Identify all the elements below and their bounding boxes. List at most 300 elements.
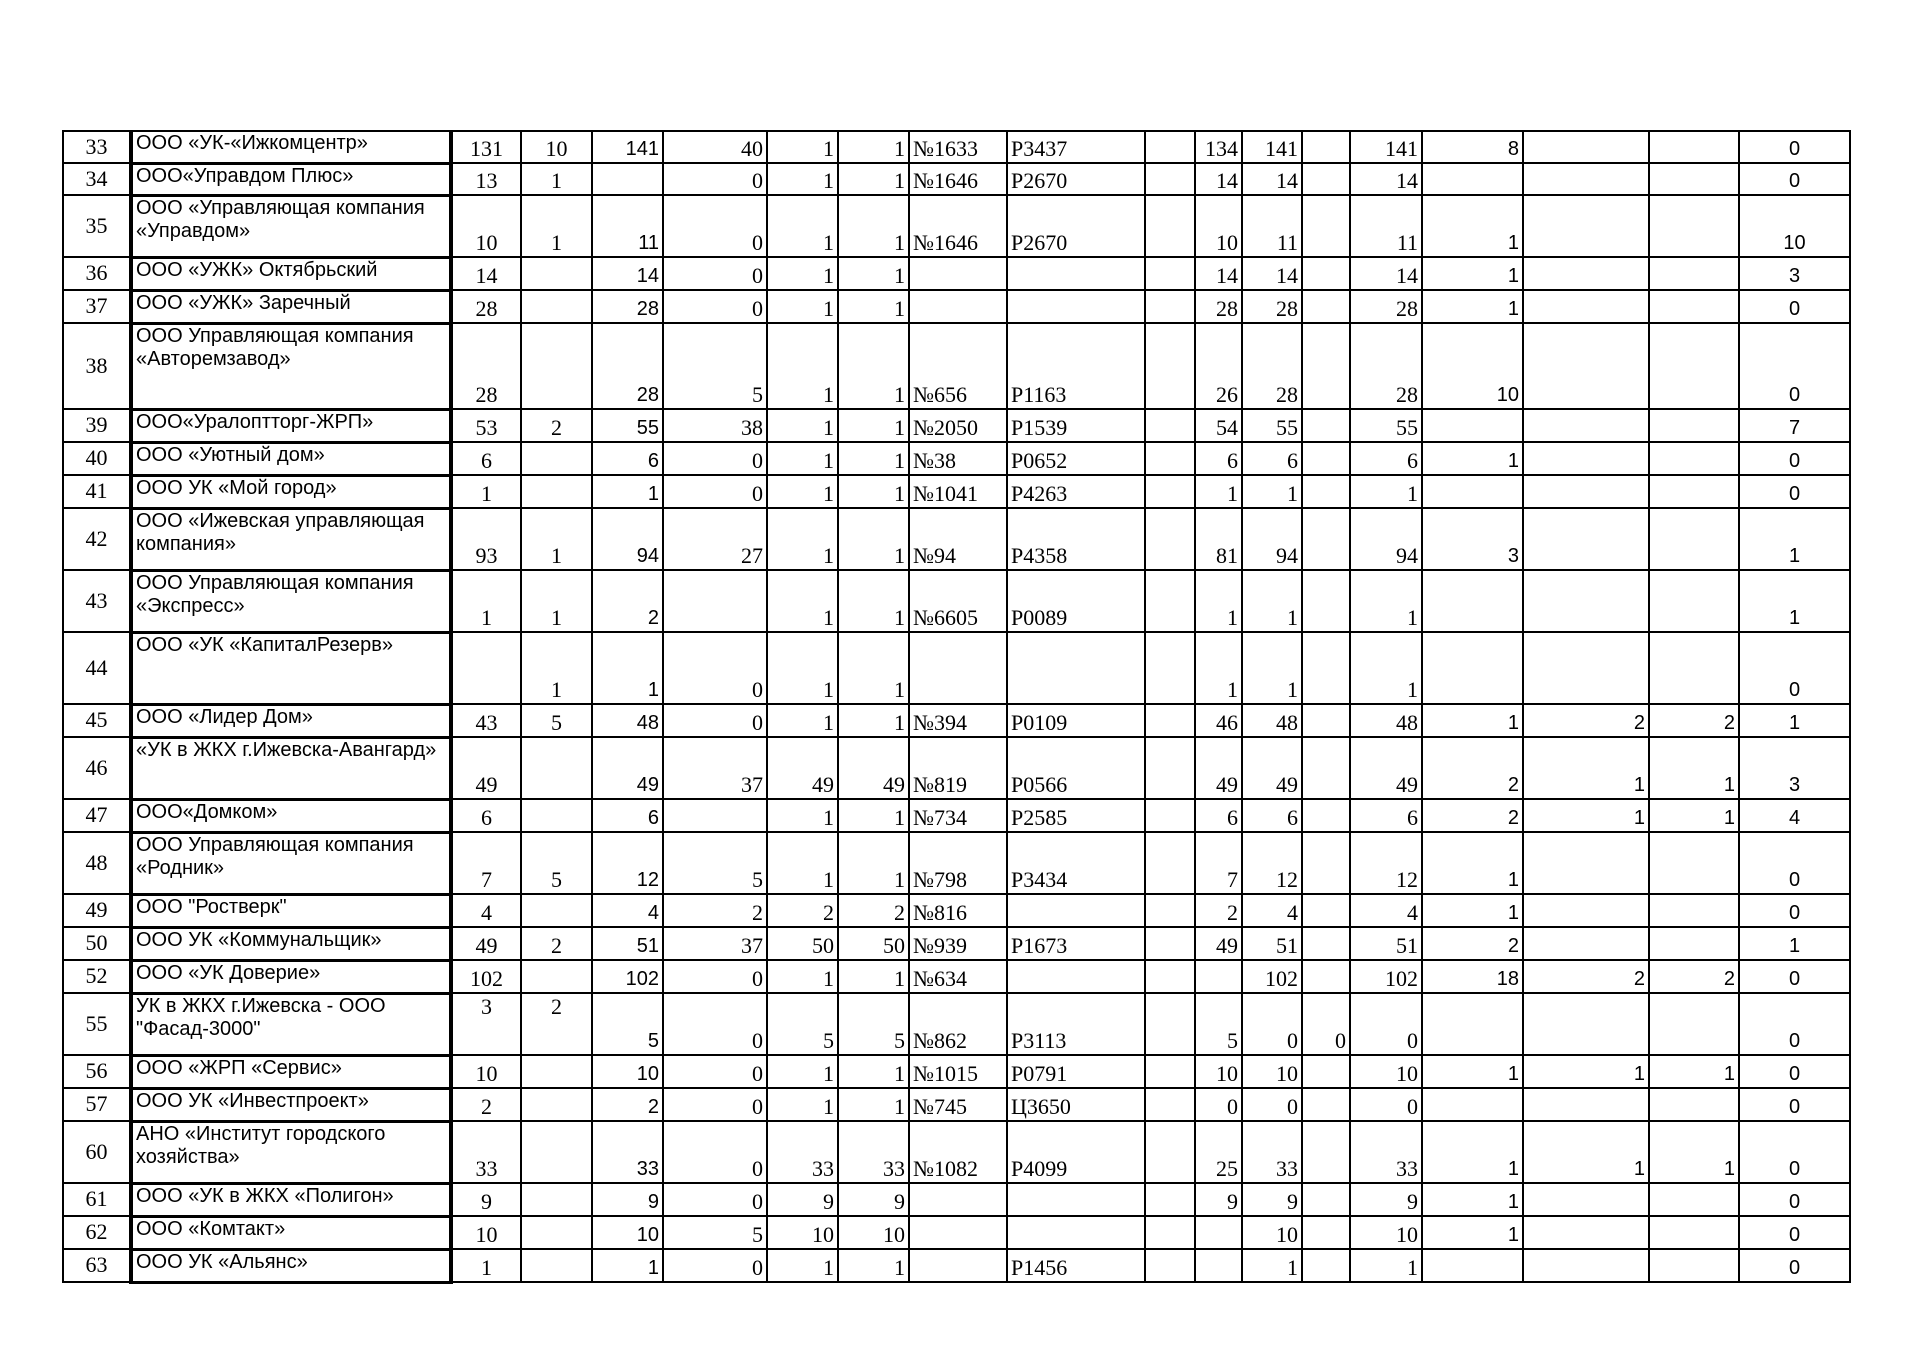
table-row: [63, 442, 1850, 475]
value-cell: 6: [1195, 799, 1242, 832]
value-cell: 1: [838, 632, 909, 704]
value-cell: 2: [1422, 799, 1523, 832]
value-cell: 0: [1739, 1216, 1850, 1249]
organization-name: ООО Управляющая компания «Родник»: [131, 832, 451, 894]
registry-number: [1007, 960, 1145, 993]
value-cell: 1: [1649, 1055, 1739, 1088]
value-cell: 0: [1739, 163, 1850, 195]
value-cell: 2: [1422, 927, 1523, 960]
table-row: [63, 131, 1850, 163]
value-cell: [521, 323, 592, 409]
license-number: №1646: [909, 195, 1007, 257]
value-cell: 1: [767, 1088, 838, 1121]
value-cell: 27: [663, 508, 767, 570]
value-cell: [1302, 475, 1350, 508]
row-number: 34: [63, 163, 131, 195]
license-number: №798: [909, 832, 1007, 894]
license-number: [909, 1183, 1007, 1216]
value-cell: 0: [1739, 323, 1850, 409]
table-row: [63, 960, 1850, 993]
value-cell: 10: [451, 195, 521, 257]
row-number: 35: [63, 195, 131, 257]
organization-name: ООО «Лидер Дом»: [131, 704, 451, 737]
table-row: [63, 409, 1850, 442]
organization-name: ООО УК «Альянс»: [131, 1249, 451, 1282]
license-number: [909, 632, 1007, 704]
value-cell: 55: [592, 409, 663, 442]
value-cell: 1: [767, 163, 838, 195]
value-cell: [1523, 1183, 1649, 1216]
value-cell: 1: [1242, 632, 1302, 704]
row-number: 47: [63, 799, 131, 832]
table-row: [63, 632, 1850, 704]
value-cell: 2: [1523, 704, 1649, 737]
value-cell: [1145, 960, 1195, 993]
organization-name: ООО «УЖК» Заречный: [131, 290, 451, 323]
value-cell: [1145, 832, 1195, 894]
license-number: №1015: [909, 1055, 1007, 1088]
value-cell: 1: [1242, 475, 1302, 508]
row-number: 40: [63, 442, 131, 475]
value-cell: 1: [1523, 1121, 1649, 1183]
value-cell: [1302, 960, 1350, 993]
value-cell: 0: [663, 1183, 767, 1216]
value-cell: [1302, 1121, 1350, 1183]
value-cell: 37: [663, 927, 767, 960]
value-cell: 10: [1422, 323, 1523, 409]
value-cell: 1: [767, 323, 838, 409]
value-cell: 6: [1350, 442, 1422, 475]
registry-number: Р0791: [1007, 1055, 1145, 1088]
value-cell: [1195, 960, 1242, 993]
value-cell: [1145, 508, 1195, 570]
table-row: [63, 508, 1850, 570]
value-cell: 6: [1242, 442, 1302, 475]
value-cell: 49: [1242, 737, 1302, 799]
license-number: [909, 290, 1007, 323]
value-cell: [1523, 508, 1649, 570]
value-cell: 2: [592, 1088, 663, 1121]
table-row: [63, 1249, 1850, 1282]
table-row: [63, 1088, 1850, 1121]
value-cell: 49: [838, 737, 909, 799]
license-number: [909, 1216, 1007, 1249]
value-cell: 14: [1242, 163, 1302, 195]
value-cell: [1145, 570, 1195, 632]
organization-name: УК в ЖКХ г.Ижевска - ООО "Фасад-3000": [131, 993, 451, 1055]
value-cell: 1: [1422, 195, 1523, 257]
value-cell: 0: [1739, 475, 1850, 508]
value-cell: 0: [1739, 131, 1850, 163]
value-cell: 93: [451, 508, 521, 570]
registry-number: Р3437: [1007, 131, 1145, 163]
value-cell: 2: [592, 570, 663, 632]
value-cell: 51: [1242, 927, 1302, 960]
registry-number: [1007, 1216, 1145, 1249]
value-cell: 131: [451, 131, 521, 163]
value-cell: 49: [1350, 737, 1422, 799]
row-number: 50: [63, 927, 131, 960]
value-cell: [1422, 475, 1523, 508]
value-cell: 1: [838, 195, 909, 257]
license-number: №819: [909, 737, 1007, 799]
value-cell: 5: [1195, 993, 1242, 1055]
registry-number: Р3113: [1007, 993, 1145, 1055]
value-cell: 28: [592, 323, 663, 409]
value-cell: 12: [592, 832, 663, 894]
registry-number: Р2670: [1007, 163, 1145, 195]
value-cell: 1: [451, 1249, 521, 1282]
value-cell: 0: [1739, 894, 1850, 927]
value-cell: 7: [1195, 832, 1242, 894]
value-cell: [1523, 475, 1649, 508]
row-number: 46: [63, 737, 131, 799]
organization-name: ООО «УК «КапиталРезерв»: [131, 632, 451, 704]
value-cell: 33: [767, 1121, 838, 1183]
value-cell: 49: [767, 737, 838, 799]
organizations-table: [62, 130, 1851, 1284]
value-cell: 49: [451, 927, 521, 960]
value-cell: 2: [521, 927, 592, 960]
value-cell: [1523, 570, 1649, 632]
value-cell: 55: [1242, 409, 1302, 442]
value-cell: 5: [663, 323, 767, 409]
value-cell: 3: [1422, 508, 1523, 570]
value-cell: 1: [1739, 704, 1850, 737]
value-cell: 1: [1649, 1121, 1739, 1183]
row-number: 57: [63, 1088, 131, 1121]
organization-name: ООО «Ижевская управляющая компания»: [131, 508, 451, 570]
value-cell: 28: [1242, 323, 1302, 409]
value-cell: [663, 799, 767, 832]
value-cell: 5: [521, 832, 592, 894]
value-cell: 0: [1739, 1088, 1850, 1121]
value-cell: [1523, 1088, 1649, 1121]
value-cell: 1: [767, 257, 838, 290]
value-cell: [1649, 1088, 1739, 1121]
value-cell: 2: [1195, 894, 1242, 927]
value-cell: 2: [451, 1088, 521, 1121]
value-cell: 0: [663, 1088, 767, 1121]
value-cell: 94: [1350, 508, 1422, 570]
value-cell: 1: [1195, 475, 1242, 508]
value-cell: 0: [1739, 1055, 1850, 1088]
value-cell: [1302, 1055, 1350, 1088]
registry-number: Р1539: [1007, 409, 1145, 442]
value-cell: 1: [521, 508, 592, 570]
value-cell: [1523, 323, 1649, 409]
value-cell: 5: [592, 993, 663, 1055]
value-cell: [1145, 409, 1195, 442]
value-cell: [1145, 442, 1195, 475]
value-cell: 1: [1195, 570, 1242, 632]
value-cell: 1: [767, 508, 838, 570]
value-cell: 0: [663, 475, 767, 508]
registry-number: Р2585: [1007, 799, 1145, 832]
value-cell: [1523, 832, 1649, 894]
value-cell: 1: [838, 257, 909, 290]
value-cell: 1: [1422, 832, 1523, 894]
value-cell: 38: [663, 409, 767, 442]
value-cell: 0: [663, 195, 767, 257]
value-cell: 2: [1649, 960, 1739, 993]
value-cell: [1302, 409, 1350, 442]
license-number: №94: [909, 508, 1007, 570]
registry-number: Р4358: [1007, 508, 1145, 570]
value-cell: [1145, 993, 1195, 1055]
value-cell: 10: [451, 1216, 521, 1249]
value-cell: 0: [1739, 1249, 1850, 1282]
registry-number: [1007, 1183, 1145, 1216]
value-cell: 0: [663, 632, 767, 704]
value-cell: 28: [1195, 290, 1242, 323]
value-cell: 9: [1195, 1183, 1242, 1216]
row-number: 45: [63, 704, 131, 737]
value-cell: 54: [1195, 409, 1242, 442]
value-cell: 1: [521, 570, 592, 632]
value-cell: 0: [663, 1121, 767, 1183]
table-row: [63, 1055, 1850, 1088]
value-cell: 28: [451, 290, 521, 323]
value-cell: [1523, 927, 1649, 960]
organization-name: «УК в ЖКХ г.Ижевска-Авангард»: [131, 737, 451, 799]
value-cell: 1: [1422, 1183, 1523, 1216]
value-cell: 141: [1350, 131, 1422, 163]
value-cell: 53: [451, 409, 521, 442]
value-cell: [1422, 570, 1523, 632]
value-cell: 50: [767, 927, 838, 960]
value-cell: 0: [663, 704, 767, 737]
value-cell: [1523, 290, 1649, 323]
table-row: [63, 704, 1850, 737]
value-cell: 1: [767, 704, 838, 737]
organization-name: ООО «УК Доверие»: [131, 960, 451, 993]
value-cell: [1649, 1216, 1739, 1249]
value-cell: 10: [521, 131, 592, 163]
value-cell: 1: [767, 475, 838, 508]
value-cell: [1145, 799, 1195, 832]
organization-name: ООО «УК-«Ижкомцентр»: [131, 131, 451, 163]
value-cell: [1145, 163, 1195, 195]
value-cell: [1523, 195, 1649, 257]
value-cell: 10: [767, 1216, 838, 1249]
value-cell: 3: [1739, 737, 1850, 799]
value-cell: [1302, 704, 1350, 737]
value-cell: 0: [663, 163, 767, 195]
value-cell: 6: [592, 799, 663, 832]
value-cell: [1649, 993, 1739, 1055]
table-row: [63, 323, 1850, 409]
row-number: 44: [63, 632, 131, 704]
value-cell: [1302, 1183, 1350, 1216]
value-cell: 2: [1422, 737, 1523, 799]
value-cell: 1: [767, 409, 838, 442]
value-cell: 10: [1242, 1216, 1302, 1249]
value-cell: [1649, 632, 1739, 704]
value-cell: [1649, 163, 1739, 195]
value-cell: 1: [1242, 570, 1302, 632]
organization-name: ООО УК «Мой город»: [131, 475, 451, 508]
value-cell: [1302, 195, 1350, 257]
license-number: №634: [909, 960, 1007, 993]
value-cell: 6: [592, 442, 663, 475]
value-cell: 14: [1350, 163, 1422, 195]
value-cell: 1: [1242, 1249, 1302, 1282]
value-cell: [1145, 632, 1195, 704]
value-cell: 1: [1523, 1055, 1649, 1088]
value-cell: [521, 1121, 592, 1183]
value-cell: [1523, 993, 1649, 1055]
value-cell: 4: [1242, 894, 1302, 927]
value-cell: 18: [1422, 960, 1523, 993]
registry-number: Р4263: [1007, 475, 1145, 508]
value-cell: [1302, 290, 1350, 323]
value-cell: [521, 475, 592, 508]
registry-number: [1007, 290, 1145, 323]
organization-name: ООО «Уютный дом»: [131, 442, 451, 475]
table-row: [63, 927, 1850, 960]
table-row: [63, 570, 1850, 632]
registry-number: Р4099: [1007, 1121, 1145, 1183]
value-cell: 0: [663, 993, 767, 1055]
value-cell: [1145, 1055, 1195, 1088]
value-cell: [1145, 1249, 1195, 1282]
value-cell: 0: [1739, 1121, 1850, 1183]
value-cell: 102: [592, 960, 663, 993]
value-cell: 4: [1739, 799, 1850, 832]
value-cell: 1: [592, 1249, 663, 1282]
value-cell: [1523, 632, 1649, 704]
value-cell: [451, 632, 521, 704]
registry-number: Р1673: [1007, 927, 1145, 960]
value-cell: 40: [663, 131, 767, 163]
value-cell: [1145, 737, 1195, 799]
value-cell: 9: [767, 1183, 838, 1216]
value-cell: 1: [521, 195, 592, 257]
value-cell: 5: [767, 993, 838, 1055]
value-cell: 10: [1195, 1055, 1242, 1088]
row-number: 42: [63, 508, 131, 570]
value-cell: 0: [1350, 1088, 1422, 1121]
value-cell: 14: [1350, 257, 1422, 290]
license-number: №38: [909, 442, 1007, 475]
value-cell: 4: [1350, 894, 1422, 927]
value-cell: [521, 737, 592, 799]
row-number: 36: [63, 257, 131, 290]
value-cell: 0: [663, 1249, 767, 1282]
value-cell: 14: [592, 257, 663, 290]
row-number: 60: [63, 1121, 131, 1183]
organization-name: ООО Управляющая компания «Экспресс»: [131, 570, 451, 632]
license-number: [909, 1249, 1007, 1282]
value-cell: [1649, 442, 1739, 475]
organization-name: ООО Управляющая компания «Авторемзавод»: [131, 323, 451, 409]
value-cell: [1422, 409, 1523, 442]
value-cell: [1145, 131, 1195, 163]
value-cell: 12: [1242, 832, 1302, 894]
value-cell: [1422, 1249, 1523, 1282]
value-cell: [1523, 442, 1649, 475]
value-cell: 0: [1739, 290, 1850, 323]
value-cell: 13: [451, 163, 521, 195]
value-cell: 1: [838, 131, 909, 163]
row-number: 48: [63, 832, 131, 894]
value-cell: [1649, 1183, 1739, 1216]
registry-number: Р1163: [1007, 323, 1145, 409]
value-cell: 1: [521, 163, 592, 195]
table-row: [63, 993, 1850, 1055]
registry-number: [1007, 632, 1145, 704]
value-cell: [1649, 323, 1739, 409]
table-row: [63, 1183, 1850, 1216]
table-row: [63, 737, 1850, 799]
license-number: №656: [909, 323, 1007, 409]
value-cell: 1: [1523, 799, 1649, 832]
value-cell: 1: [838, 799, 909, 832]
value-cell: 1: [767, 570, 838, 632]
organization-name: ООО«Домком»: [131, 799, 451, 832]
value-cell: 0: [1302, 993, 1350, 1055]
value-cell: 10: [1739, 195, 1850, 257]
value-cell: 0: [663, 960, 767, 993]
value-cell: 49: [451, 737, 521, 799]
value-cell: 1: [1422, 257, 1523, 290]
value-cell: 1: [838, 704, 909, 737]
table-body: [63, 131, 1850, 1282]
license-number: №1082: [909, 1121, 1007, 1183]
registry-number: Ц3650: [1007, 1088, 1145, 1121]
value-cell: 1: [592, 475, 663, 508]
value-cell: 1: [838, 1055, 909, 1088]
value-cell: 1: [767, 131, 838, 163]
row-number: 41: [63, 475, 131, 508]
value-cell: 50: [838, 927, 909, 960]
table-row: [63, 163, 1850, 195]
value-cell: [1145, 894, 1195, 927]
value-cell: [1145, 257, 1195, 290]
value-cell: 1: [838, 570, 909, 632]
value-cell: 0: [1739, 960, 1850, 993]
row-number: 38: [63, 323, 131, 409]
value-cell: 49: [592, 737, 663, 799]
value-cell: 3: [451, 993, 521, 1055]
organization-name: ООО «УЖК» Октябрьский: [131, 257, 451, 290]
table-row: [63, 894, 1850, 927]
value-cell: [1523, 131, 1649, 163]
value-cell: 5: [838, 993, 909, 1055]
value-cell: [1302, 323, 1350, 409]
value-cell: [592, 163, 663, 195]
value-cell: 8: [1422, 131, 1523, 163]
registry-number: Р2670: [1007, 195, 1145, 257]
value-cell: [1145, 1216, 1195, 1249]
value-cell: [1302, 927, 1350, 960]
value-cell: 134: [1195, 131, 1242, 163]
row-number: 56: [63, 1055, 131, 1088]
value-cell: 102: [1350, 960, 1422, 993]
organization-name: ООО «ЖРП «Сервис»: [131, 1055, 451, 1088]
value-cell: 1: [451, 475, 521, 508]
value-cell: 1: [592, 632, 663, 704]
license-number: №734: [909, 799, 1007, 832]
value-cell: 0: [1739, 832, 1850, 894]
value-cell: 11: [592, 195, 663, 257]
value-cell: [1649, 257, 1739, 290]
value-cell: 6: [1195, 442, 1242, 475]
value-cell: 33: [592, 1121, 663, 1183]
value-cell: 37: [663, 737, 767, 799]
value-cell: 1: [1350, 570, 1422, 632]
